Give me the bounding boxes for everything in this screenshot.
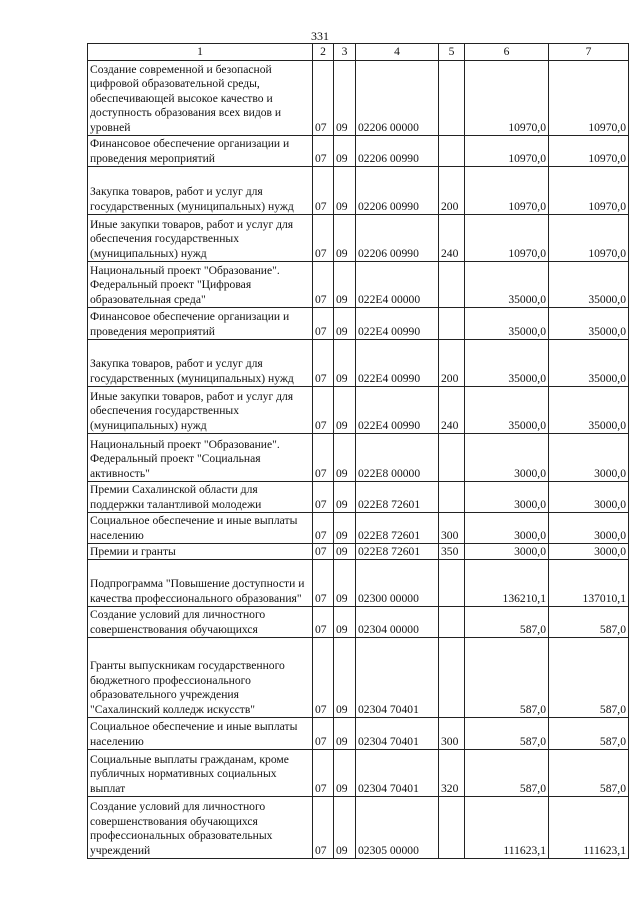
subsection-code: 09	[334, 544, 356, 560]
row-name: Социальное обеспечение и иные выплаты населению	[88, 513, 313, 544]
target-article-code: 02304 70401	[356, 638, 439, 718]
table-row	[88, 560, 629, 607]
column-header: 7	[549, 44, 629, 61]
amount-year-2: 3000,0	[549, 434, 629, 482]
expense-type-code	[439, 308, 465, 340]
row-name: Финансовое обеспечение организации и проведения мероприятий	[88, 136, 313, 167]
row-name: Финансовое обеспечение организации и проведения мероприятий	[88, 308, 313, 340]
amount-year-2: 587,0	[549, 750, 629, 797]
page-number: 331	[311, 29, 329, 43]
amount-year-1: 111623,1	[465, 797, 549, 859]
target-article-code: 022E4 00990	[356, 387, 439, 434]
row-name: Социальное обеспечение и иные выплаты населению	[88, 718, 313, 750]
amount-year-1: 10970,0	[465, 61, 549, 136]
amount-year-2: 10970,0	[549, 136, 629, 167]
section-code: 07	[313, 544, 334, 560]
row-name: Социальные выплаты гражданам, кроме публичных нормативных социальных выплат	[88, 750, 313, 797]
expense-type-code: 300	[439, 513, 465, 544]
amount-year-1: 587,0	[465, 607, 549, 638]
target-article-code: 02206 00990	[356, 215, 439, 262]
section-code: 07	[313, 638, 334, 718]
subsection-code: 09	[334, 387, 356, 434]
section-code: 07	[313, 387, 334, 434]
row-name: Национальный проект "Образование". Федеральный проект "Социальная активность"	[88, 434, 313, 482]
amount-year-2: 3000,0	[549, 544, 629, 560]
column-header: 3	[334, 44, 356, 61]
target-article-code: 02206 00990	[356, 136, 439, 167]
amount-year-2: 35000,0	[549, 308, 629, 340]
expense-type-code	[439, 482, 465, 513]
column-header: 5	[439, 44, 465, 61]
row-name: Премии Сахалинской области для поддержки талантливой молодежи	[88, 482, 313, 513]
amount-year-1: 35000,0	[465, 387, 549, 434]
section-code: 07	[313, 513, 334, 544]
subsection-code: 09	[334, 167, 356, 215]
table-row	[88, 61, 629, 136]
section-code: 07	[313, 262, 334, 308]
expense-type-code	[439, 136, 465, 167]
section-code: 07	[313, 750, 334, 797]
section-code: 07	[313, 340, 334, 387]
amount-year-1: 35000,0	[465, 308, 549, 340]
table-header-row	[88, 44, 629, 61]
row-name: Закупка товаров, работ и услуг для государственных (муниципальных) нужд	[88, 167, 313, 215]
subsection-code: 09	[334, 340, 356, 387]
section-code: 07	[313, 136, 334, 167]
row-name: Подпрограмма "Повышение доступности и качества профессионального образования"	[88, 560, 313, 607]
table-row	[88, 638, 629, 718]
subsection-code: 09	[334, 638, 356, 718]
table-row	[88, 513, 629, 544]
expense-type-code	[439, 638, 465, 718]
target-article-code: 02304 70401	[356, 750, 439, 797]
expense-type-code	[439, 434, 465, 482]
target-article-code: 022E4 00990	[356, 340, 439, 387]
expense-type-code: 200	[439, 340, 465, 387]
amount-year-2: 35000,0	[549, 387, 629, 434]
subsection-code: 09	[334, 718, 356, 750]
section-code: 07	[313, 718, 334, 750]
column-header: 6	[465, 44, 549, 61]
section-code: 07	[313, 167, 334, 215]
section-code: 07	[313, 61, 334, 136]
section-code: 07	[313, 797, 334, 859]
budget-table	[87, 43, 629, 859]
amount-year-1: 3000,0	[465, 434, 549, 482]
amount-year-2: 35000,0	[549, 262, 629, 308]
column-header: 1	[88, 44, 313, 61]
amount-year-2: 137010,1	[549, 560, 629, 607]
target-article-code: 022E8 00000	[356, 434, 439, 482]
expense-type-code	[439, 61, 465, 136]
row-name: Иные закупки товаров, работ и услуг для обеспечения государственных (муниципальных) нужд	[88, 215, 313, 262]
amount-year-1: 35000,0	[465, 340, 549, 387]
expense-type-code: 200	[439, 167, 465, 215]
row-name: Создание условий для личностного совершенствования обучающихся	[88, 607, 313, 638]
amount-year-2: 3000,0	[549, 513, 629, 544]
target-article-code: 02206 00000	[356, 61, 439, 136]
amount-year-2: 587,0	[549, 718, 629, 750]
target-article-code: 022E8 72601	[356, 482, 439, 513]
subsection-code: 09	[334, 607, 356, 638]
target-article-code: 02305 00000	[356, 797, 439, 859]
expense-type-code	[439, 560, 465, 607]
table-row	[88, 544, 629, 560]
section-code: 07	[313, 434, 334, 482]
target-article-code: 02206 00990	[356, 167, 439, 215]
target-article-code: 022E4 00000	[356, 262, 439, 308]
table-row	[88, 750, 629, 797]
subsection-code: 09	[334, 308, 356, 340]
target-article-code: 02304 70401	[356, 718, 439, 750]
amount-year-2: 3000,0	[549, 482, 629, 513]
subsection-code: 09	[334, 215, 356, 262]
expense-type-code: 240	[439, 387, 465, 434]
expense-type-code: 300	[439, 718, 465, 750]
row-name: Создание современной и безопасной цифровой образовательной среды, обеспечивающей высокое качество и доступность образования всех видов и уровней	[88, 61, 313, 136]
table-row	[88, 167, 629, 215]
amount-year-2: 35000,0	[549, 340, 629, 387]
expense-type-code: 320	[439, 750, 465, 797]
section-code: 07	[313, 215, 334, 262]
table-row	[88, 718, 629, 750]
amount-year-2: 10970,0	[549, 215, 629, 262]
expense-type-code	[439, 262, 465, 308]
target-article-code: 02304 00000	[356, 607, 439, 638]
amount-year-2: 587,0	[549, 607, 629, 638]
table-row	[88, 387, 629, 434]
amount-year-1: 10970,0	[465, 167, 549, 215]
amount-year-1: 10970,0	[465, 215, 549, 262]
table-row	[88, 215, 629, 262]
amount-year-2: 587,0	[549, 638, 629, 718]
subsection-code: 09	[334, 434, 356, 482]
target-article-code: 022E8 72601	[356, 544, 439, 560]
section-code: 07	[313, 308, 334, 340]
amount-year-1: 136210,1	[465, 560, 549, 607]
row-name: Создание условий для личностного совершенствования обучающихся профессиональных образовательных учреждений	[88, 797, 313, 859]
subsection-code: 09	[334, 61, 356, 136]
table-row	[88, 607, 629, 638]
table-row	[88, 482, 629, 513]
row-name: Премии и гранты	[88, 544, 313, 560]
expense-type-code	[439, 607, 465, 638]
amount-year-1: 587,0	[465, 718, 549, 750]
row-name: Иные закупки товаров, работ и услуг для обеспечения государственных (муниципальных) нужд	[88, 387, 313, 434]
amount-year-1: 587,0	[465, 638, 549, 718]
table-row	[88, 262, 629, 308]
target-article-code: 02300 00000	[356, 560, 439, 607]
subsection-code: 09	[334, 513, 356, 544]
section-code: 07	[313, 560, 334, 607]
section-code: 07	[313, 482, 334, 513]
table-row	[88, 308, 629, 340]
amount-year-1: 3000,0	[465, 513, 549, 544]
expense-type-code: 350	[439, 544, 465, 560]
table-row	[88, 434, 629, 482]
subsection-code: 09	[334, 136, 356, 167]
amount-year-1: 3000,0	[465, 544, 549, 560]
section-code: 07	[313, 607, 334, 638]
amount-year-1: 3000,0	[465, 482, 549, 513]
table-row	[88, 136, 629, 167]
expense-type-code	[439, 797, 465, 859]
amount-year-2: 10970,0	[549, 167, 629, 215]
target-article-code: 022E8 72601	[356, 513, 439, 544]
subsection-code: 09	[334, 750, 356, 797]
table-row	[88, 340, 629, 387]
table-row	[88, 797, 629, 859]
amount-year-2: 10970,0	[549, 61, 629, 136]
subsection-code: 09	[334, 482, 356, 513]
amount-year-2: 111623,1	[549, 797, 629, 859]
subsection-code: 09	[334, 560, 356, 607]
target-article-code: 022E4 00990	[356, 308, 439, 340]
row-name: Гранты выпускникам государственного бюджетного профессионального образовательного учреждения "Сахалинский колледж искусств"	[88, 638, 313, 718]
amount-year-1: 587,0	[465, 750, 549, 797]
column-header: 2	[313, 44, 334, 61]
subsection-code: 09	[334, 797, 356, 859]
amount-year-1: 35000,0	[465, 262, 549, 308]
row-name: Национальный проект "Образование". Федеральный проект "Цифровая образовательная среда"	[88, 262, 313, 308]
row-name: Закупка товаров, работ и услуг для государственных (муниципальных) нужд	[88, 340, 313, 387]
expense-type-code: 240	[439, 215, 465, 262]
column-header: 4	[356, 44, 439, 61]
subsection-code: 09	[334, 262, 356, 308]
amount-year-1: 10970,0	[465, 136, 549, 167]
